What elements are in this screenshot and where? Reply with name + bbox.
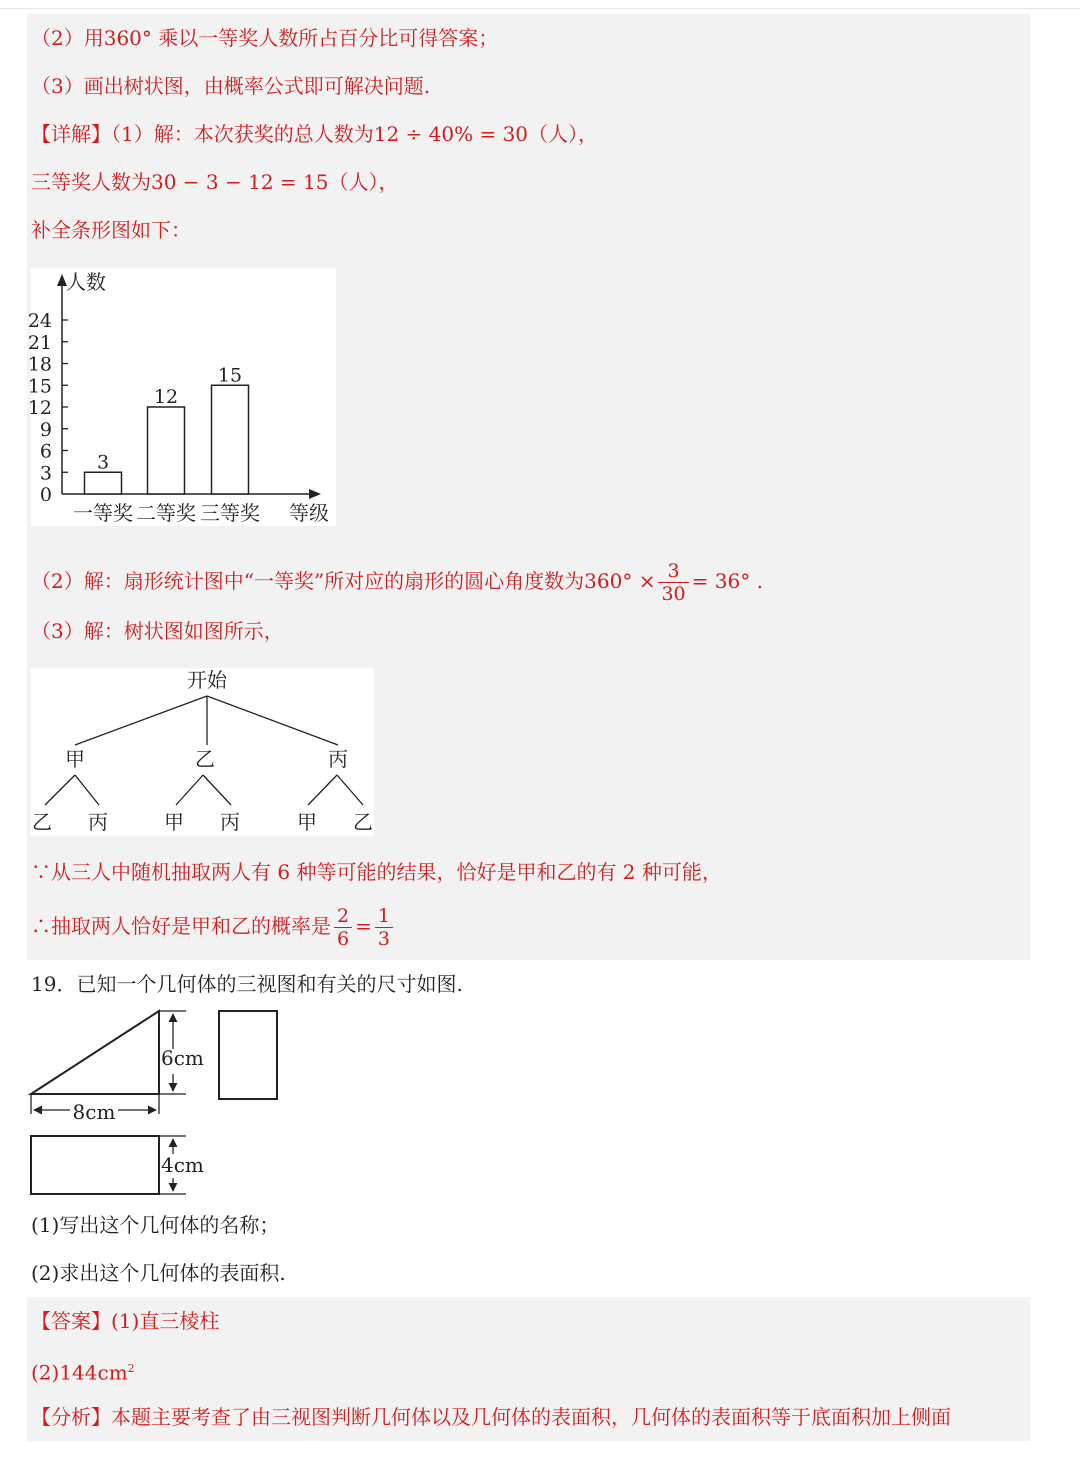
prob-num1: 2 xyxy=(334,905,352,928)
part2-solution-suffix: = 36° . xyxy=(691,569,763,593)
part2-solution xyxy=(31,560,763,605)
side-view-rect xyxy=(219,1011,277,1099)
bar xyxy=(85,472,122,494)
tree-edge xyxy=(207,696,338,745)
tree-diagram-figure xyxy=(31,668,374,836)
prob-num2: 1 xyxy=(375,905,393,928)
y-tick-label: 0 xyxy=(39,484,52,506)
bar-data-label: 12 xyxy=(153,386,179,408)
detail-line2: 三等奖人数为30 − 3 − 12 = 15（人）， xyxy=(31,170,399,194)
analysis-line xyxy=(31,1404,951,1430)
answer1: (1)直三棱柱 xyxy=(111,1309,220,1333)
y-tick-label: 6 xyxy=(39,440,52,463)
therefore-line xyxy=(31,900,396,952)
tree-node-l1: 乙 xyxy=(195,747,215,771)
answer2-sup: 2 xyxy=(127,1362,135,1375)
tree-root: 开始 xyxy=(187,668,227,692)
prob-den1: 6 xyxy=(337,928,350,950)
dim-depth: 4cm xyxy=(161,1153,204,1177)
prob-fraction-1 xyxy=(334,905,352,950)
y-tick-label: 3 xyxy=(39,462,52,485)
answer2: (2)144cm xyxy=(31,1360,128,1385)
problem19-q2: (2)求出这个几何体的表面积. xyxy=(31,1261,286,1285)
part2-solution-prefix: （2）解：扇形统计图中“一等奖”所对应的扇形的圆心角度数为360° × xyxy=(31,569,656,593)
three-view-drawing xyxy=(28,1006,288,1198)
prob-fraction-2 xyxy=(375,905,393,950)
part3-hint: （3）画出树状图，由概率公式即可解决问题. xyxy=(31,74,431,98)
analysis-tag: 【分析】 xyxy=(31,1405,111,1429)
y-axis-label: 人数 xyxy=(66,270,106,294)
bar xyxy=(212,385,249,494)
y-tick-label: 24 xyxy=(27,310,52,332)
top-view-rect xyxy=(31,1136,159,1194)
top-divider xyxy=(0,8,1080,9)
tree-node-l2: 甲 xyxy=(297,810,317,834)
x-axis-label: 等级 xyxy=(289,501,329,525)
tree-node-l2: 丙 xyxy=(88,810,108,834)
bar-data-label: 3 xyxy=(96,451,110,474)
x-axis-arrow xyxy=(309,489,321,499)
y-tick-label: 21 xyxy=(27,331,52,354)
detail-line1 xyxy=(31,121,598,147)
part2-frac-num: 3 xyxy=(658,560,688,583)
answer-line1 xyxy=(31,1308,219,1334)
bar xyxy=(148,407,185,494)
tree-edge xyxy=(203,775,231,805)
answer-line2 xyxy=(31,1356,135,1386)
part3-solution: （3）解：树状图如图所示， xyxy=(31,619,284,643)
tree-node-l2: 丙 xyxy=(220,810,240,834)
y-tick-label: 9 xyxy=(39,418,52,441)
answer-tag: 【答案】 xyxy=(31,1309,111,1333)
x-tick-label: 二等奖 xyxy=(136,501,196,525)
problem19-q1: (1)写出这个几何体的名称； xyxy=(31,1213,280,1237)
detail-text: （1）解：本次获奖的总人数为12 ÷ 40% = 30（人）， xyxy=(111,122,599,146)
x-tick-label: 一等奖 xyxy=(73,501,133,525)
tree-node-l1: 甲 xyxy=(65,747,85,771)
detail-line3: 补全条形图如下： xyxy=(31,218,191,242)
three-view-figure xyxy=(28,1006,288,1198)
dim-width: 8cm xyxy=(72,1100,116,1124)
bar-chart xyxy=(27,268,336,526)
y-tick-label: 15 xyxy=(27,375,52,398)
part2-fraction xyxy=(658,560,688,605)
prob-equals: = xyxy=(355,914,372,938)
x-tick-label: 三等奖 xyxy=(200,501,260,525)
part2-frac-den: 30 xyxy=(661,583,686,605)
prob-den2: 3 xyxy=(377,928,390,950)
bar-data-label: 15 xyxy=(217,364,243,387)
bar-chart-figure xyxy=(27,268,336,526)
tree-node-l1: 丙 xyxy=(328,747,348,771)
tree-diagram xyxy=(31,668,374,836)
tree-edge xyxy=(75,696,207,745)
part2-hint: （2）用360° 乘以一等奖人数所占百分比可得答案； xyxy=(31,26,499,50)
problem19-stem: 19．已知一个几何体的三视图和有关的尺寸如图. xyxy=(31,972,463,996)
tree-edge xyxy=(176,775,203,805)
tree-edge xyxy=(308,775,337,805)
tree-node-l2: 甲 xyxy=(164,810,184,834)
therefore-prefix: ∴抽取两人恰好是甲和乙的概率是 xyxy=(31,914,331,938)
front-view-triangle xyxy=(31,1011,159,1094)
y-tick-label: 18 xyxy=(27,353,52,376)
tree-node-l2: 乙 xyxy=(353,810,373,834)
analysis-text: 本题主要考查了由三视图判断几何体以及几何体的表面积，几何体的表面积等于底面积加上侧面 xyxy=(111,1405,951,1429)
tree-node-l2: 乙 xyxy=(32,810,52,834)
detail-tag: 【详解】 xyxy=(31,122,111,146)
because-line: ∵从三人中随机抽取两人有 6 种等可能的结果，恰好是甲和乙的有 2 种可能， xyxy=(31,860,722,884)
tree-edge xyxy=(75,775,99,805)
y-tick-label: 12 xyxy=(27,397,52,419)
tree-edge xyxy=(45,775,75,805)
dim-height: 6cm xyxy=(161,1046,204,1070)
tree-edge xyxy=(337,775,363,805)
